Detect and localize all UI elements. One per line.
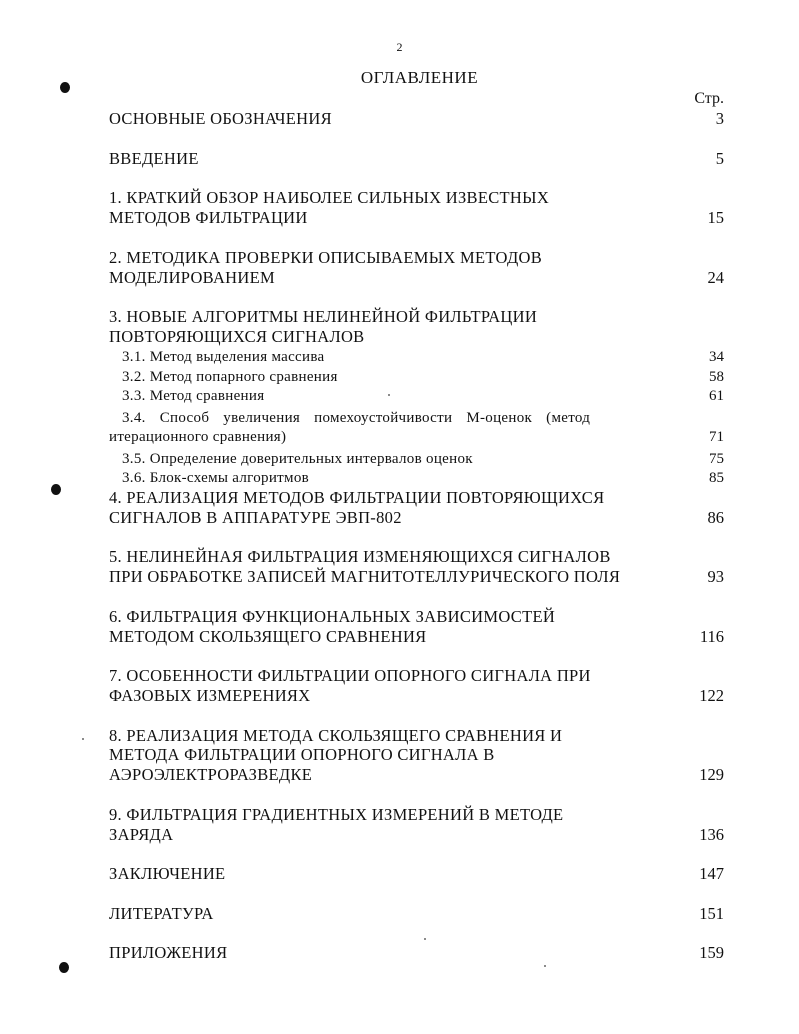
toc-entry [109,567,724,587]
toc-entry-text: ПРИ ОБРАБОТКЕ ЗАПИСЕЙ МАГНИТОТЕЛЛУРИЧЕСКОГО ПОЛЯ [109,567,621,586]
toc-entry-text: МОДЕЛИРОВАНИЕМ [109,268,275,287]
toc-entry [109,726,724,746]
toc-entry [109,488,724,508]
toc-entry [109,188,724,208]
toc-entry-page: 34 [709,349,724,365]
toc-entry-text: АЭРОЭЛЕКТРОРАЗВЕДКЕ [109,765,313,784]
toc-subentry [122,449,724,469]
toc-entry [109,745,724,765]
toc-subentry [122,347,724,367]
toc-entry-page: 136 [699,825,724,844]
toc-title: ОГЛАВЛЕНИЕ [360,68,479,87]
toc-entry [109,904,724,924]
toc-entry-text: МЕТОДА ФИЛЬТРАЦИИ ОПОРНОГО СИГНАЛА В [109,745,495,764]
toc-entry-text: МЕТОДОВ ФИЛЬТРАЦИИ [109,208,308,227]
binder-hole-icon [59,962,69,973]
scan-speck [544,965,546,967]
toc-entry-page: 58 [709,369,724,385]
toc-entry-text: ВВЕДЕНИЕ [109,149,199,168]
toc-entry-page: 3 [715,109,724,128]
toc-entry [109,686,724,706]
toc-entry [109,805,724,825]
toc-entry-page: 147 [699,864,724,883]
toc-entry-text: 9. ФИЛЬТРАЦИЯ ГРАДИЕНТНЫХ ИЗМЕРЕНИЙ В МЕТОДЕ [109,805,564,824]
toc-entry-text: 1. КРАТКИЙ ОБЗОР НАИБОЛЕЕ СИЛЬНЫХ ИЗВЕСТНЫХ [109,188,550,207]
toc-entry-page: 151 [699,904,724,923]
toc-entry [109,248,724,268]
toc-entry-text: ЛИТЕРАТУРА [109,904,214,923]
toc-entry-page: 75 [709,451,724,467]
toc-entry [109,307,724,327]
toc-entry-page: 24 [707,268,724,287]
toc-entry-text: 3. НОВЫЕ АЛГОРИТМЫ НЕЛИНЕЙНОЙ ФИЛЬТРАЦИИ [109,307,538,326]
toc-entry-text: 5. НЕЛИНЕЙНАЯ ФИЛЬТРАЦИЯ ИЗМЕНЯЮЩИХСЯ СИГНАЛОВ [109,547,611,566]
toc-subentry [122,386,724,406]
toc-entry-page: 5 [715,149,724,168]
toc-entry-page: 86 [707,508,724,527]
toc-subentry [109,427,724,447]
binder-hole-icon [51,484,61,495]
toc-entry-text: ПОВТОРЯЮЩИХСЯ СИГНАЛОВ [109,327,365,346]
toc-entry-page: 122 [699,686,724,705]
toc-entry-text: 3.2. Метод попарного сравнения [122,369,338,385]
toc-entry [109,508,724,528]
scan-speck [388,394,390,396]
toc-entry [109,765,724,785]
toc-entry-text: 3.3. Метод сравнения [122,388,265,404]
toc-subentry [122,408,668,428]
toc-entry-text: 3.1. Метод выделения массива [122,349,325,365]
page-number: 2 [396,40,403,54]
toc-entry-text: 2. МЕТОДИКА ПРОВЕРКИ ОПИСЫВАЕМЫХ МЕТОДОВ [109,248,543,267]
toc-entry-text: 8. РЕАЛИЗАЦИЯ МЕТОДА СКОЛЬЗЯЩЕГО СРАВНЕНИЯ И [109,726,563,745]
toc-entry-page: 15 [707,208,724,227]
toc-entry-text: 6. ФИЛЬТРАЦИЯ ФУНКЦИОНАЛЬНЫХ ЗАВИСИМОСТЕЙ [109,607,556,626]
toc-entry-text: ЗАКЛЮЧЕНИЕ [109,864,226,883]
toc-entry [109,864,724,884]
toc-entry-page: 159 [699,943,724,962]
toc-entry-text: ОСНОВНЫЕ ОБОЗНАЧЕНИЯ [109,109,332,128]
toc-entry-page: 85 [709,470,724,486]
scan-speck [424,938,426,940]
toc-entry [109,268,724,288]
toc-entry-page: 129 [699,765,724,784]
toc-subentry [122,468,724,488]
page-column-header: Стр. [694,90,724,107]
toc-entry [109,109,724,129]
scan-speck [82,738,84,740]
toc-entry-text: ПРИЛОЖЕНИЯ [109,943,228,962]
toc-entry [109,547,724,567]
toc-entry [109,327,724,347]
toc-entry [109,149,724,169]
toc-entry [109,825,724,845]
toc-entry [109,627,724,647]
toc-entry-text: СИГНАЛОВ В АППАРАТУРЕ ЭВП-802 [109,508,402,527]
toc-entry-page: 116 [699,627,724,646]
toc-entry-page: 61 [709,388,724,404]
binder-hole-icon [60,82,70,93]
toc-entry-text: МЕТОДОМ СКОЛЬЗЯЩЕГО СРАВНЕНИЯ [109,627,427,646]
toc-entry-page: 71 [709,429,724,445]
toc-entry-text: 3.5. Определение доверительных интервалов оценок [122,451,473,467]
toc-entry-text: 4. РЕАЛИЗАЦИЯ МЕТОДОВ ФИЛЬТРАЦИИ ПОВТОРЯЮЩИХСЯ [109,488,605,507]
toc-entry [109,607,724,627]
toc-entry-text: итерационного сравнения) [109,429,287,445]
toc-entry-text: ЗАРЯДА [109,825,174,844]
toc-entry [109,208,724,228]
toc-entry [109,666,724,686]
toc-entry [109,943,724,963]
toc-subentry [122,367,724,387]
toc-entry-page: 93 [707,567,724,586]
toc-entry-text: 3.4. Способ увеличения помехоустойчивости М-оценок (метод [122,410,591,426]
toc-entry-text: ФАЗОВЫХ ИЗМЕРЕНИЯХ [109,686,311,705]
toc-entry-text: 7. ОСОБЕННОСТИ ФИЛЬТРАЦИИ ОПОРНОГО СИГНАЛА ПРИ [109,666,591,685]
toc-entry-text: 3.6. Блок-схемы алгоритмов [122,470,310,486]
